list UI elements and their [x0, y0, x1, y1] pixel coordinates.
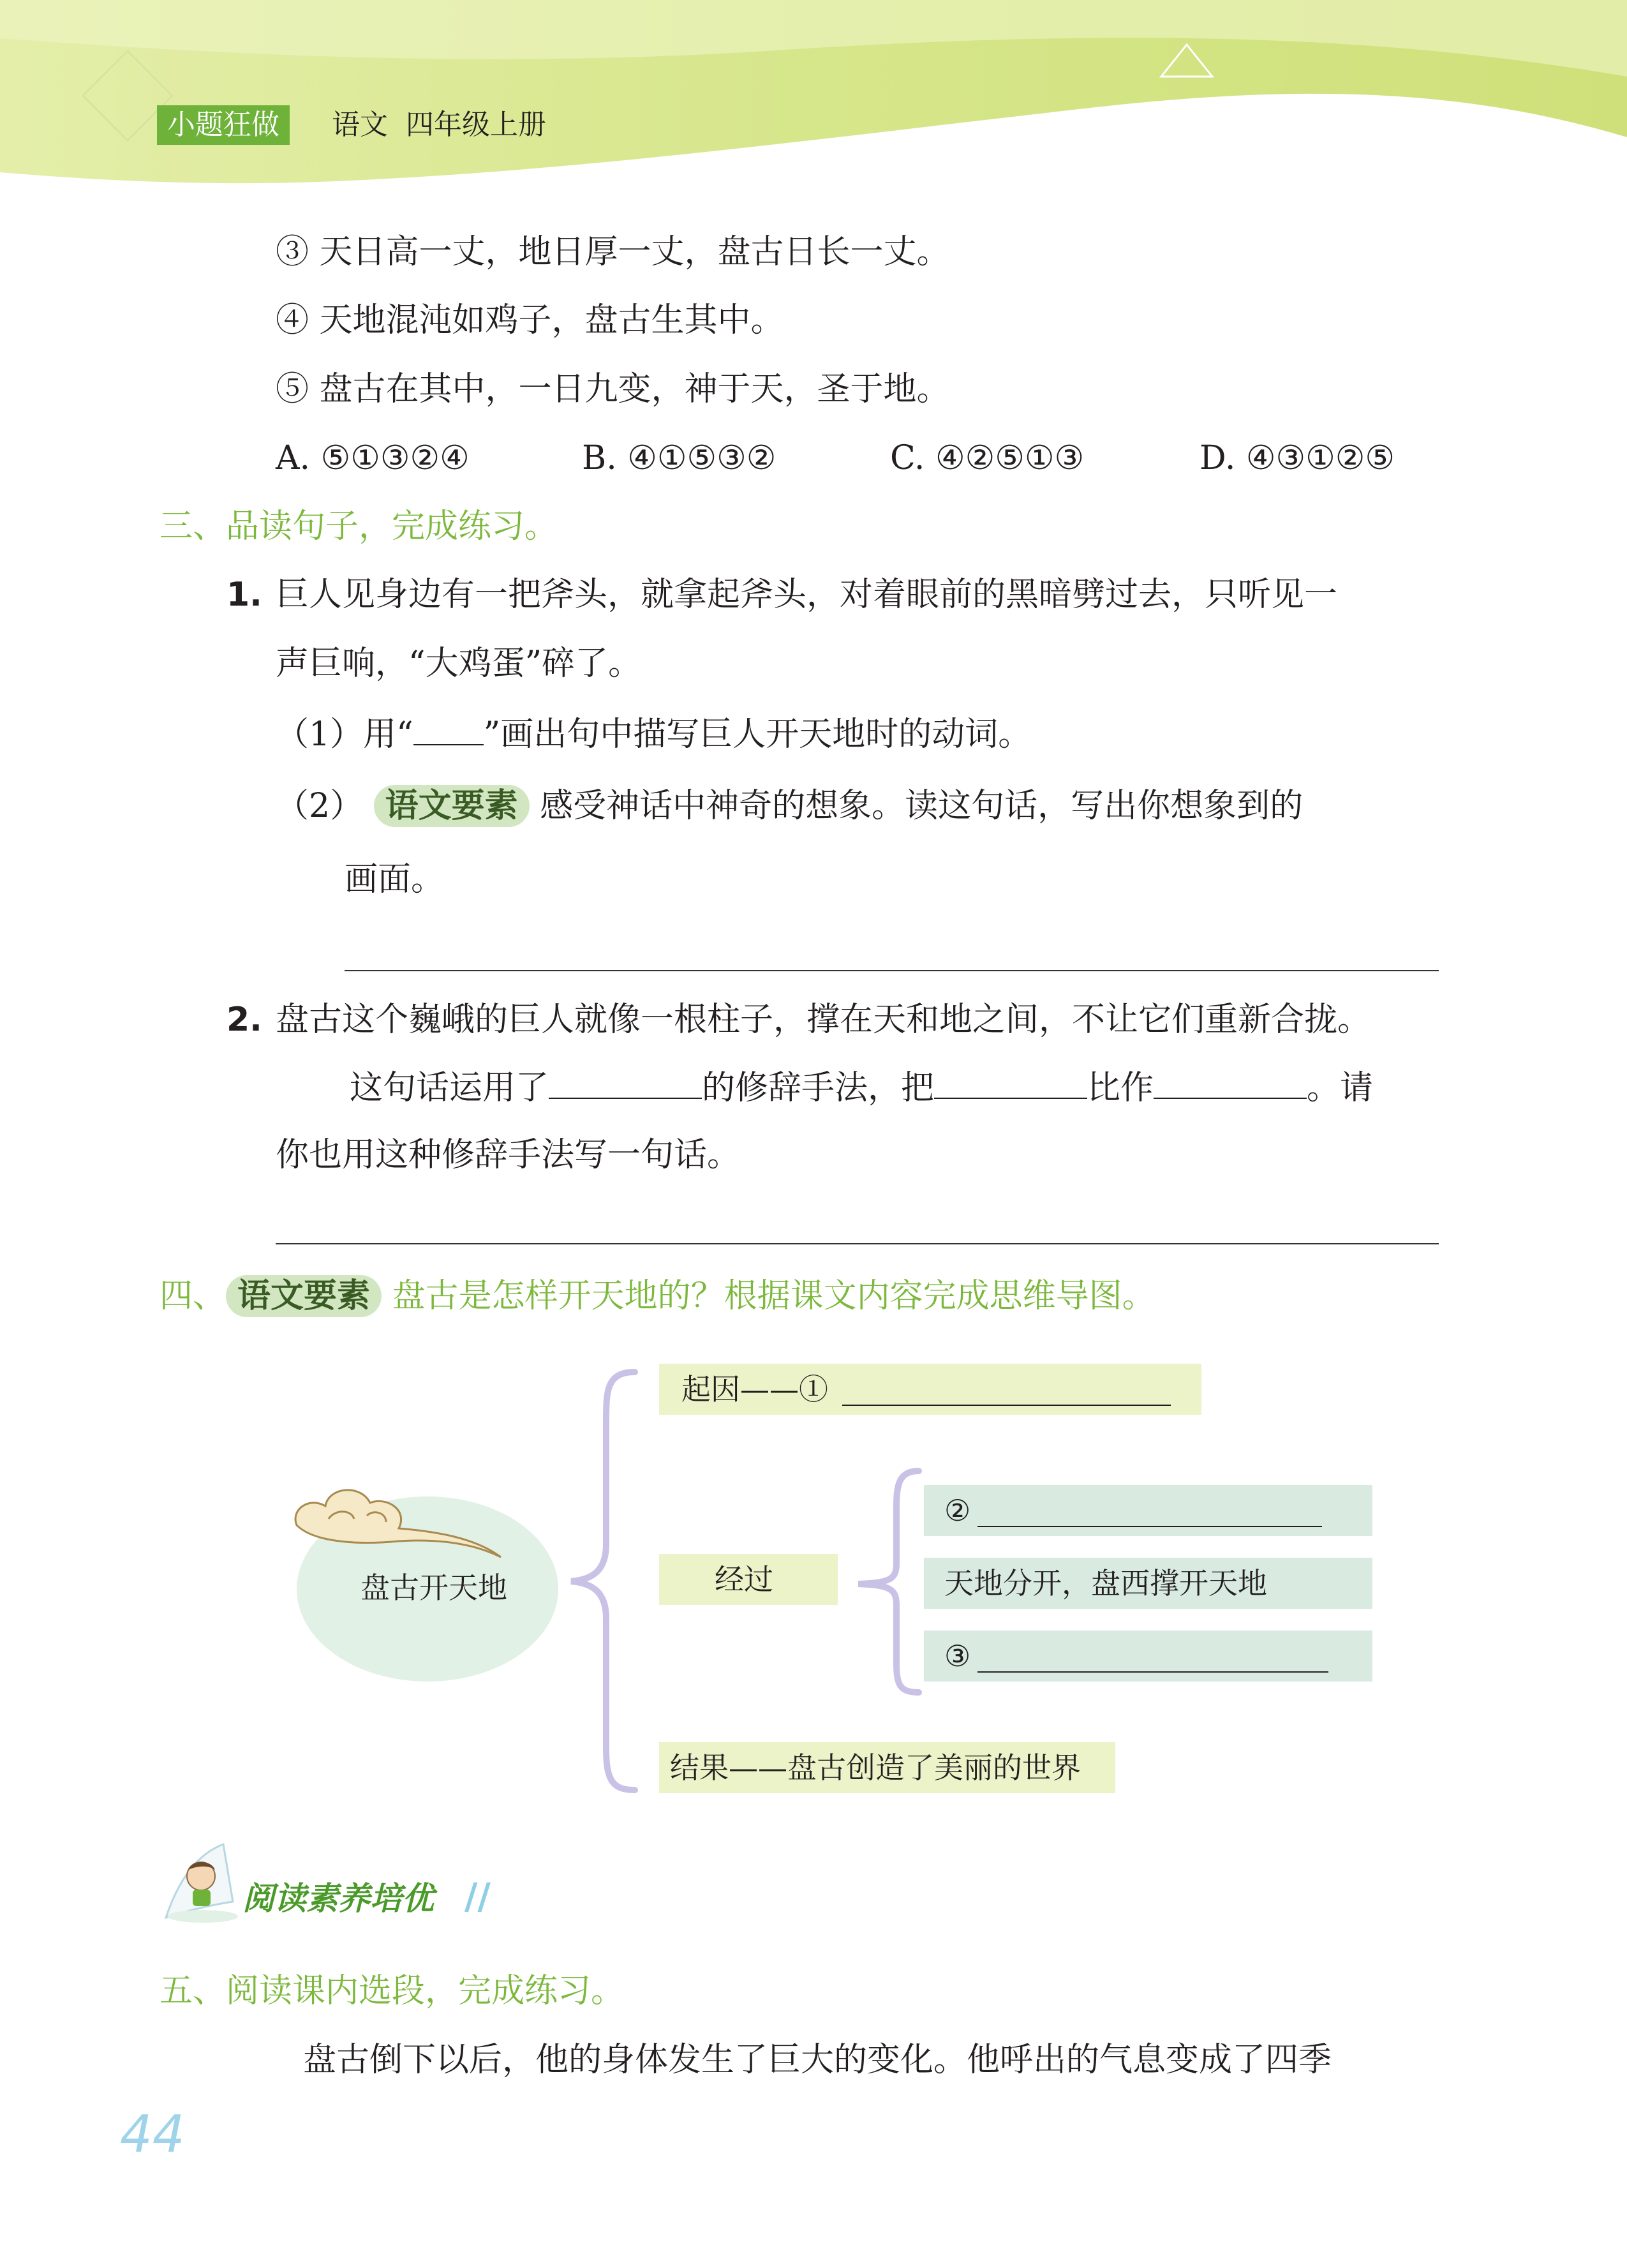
option-a[interactable]: A. ⑤①③②④ [276, 439, 470, 477]
option-c[interactable]: C. ④②⑤①③ [890, 439, 1085, 477]
grade-label: 四年级上册 [405, 108, 546, 141]
q1-number: 1. [227, 576, 262, 614]
subject-label: 语文 [332, 108, 388, 141]
q1-text-2: 声巨响，“大鸡蛋”碎了。 [276, 645, 642, 683]
page-number: 44 [120, 2105, 185, 2164]
sort-item-3: ③ 天日高一丈，地日厚一丈，盘古日长一丈。 [276, 233, 950, 271]
q1-sub2: （2） 语文要素 感受神话中神奇的想象。读这句话，写出你想象到的 [276, 785, 1303, 827]
q1-sub1: （1）用“ ”画出句中描写巨人开天地时的动词。 [276, 713, 1031, 754]
sub-brace [858, 1471, 919, 1692]
q1-text-1: 巨人见身边有一把斧头，就拿起斧头，对着眼前的黑暗劈过去，只听见一 [276, 576, 1338, 614]
section3-title: 三、品读句子，完成练习。 [160, 507, 558, 546]
sort-item-5: ⑤ 盘古在其中，一日九变，神于天，圣于地。 [276, 370, 950, 408]
series-label: 小题狂做 [167, 108, 279, 141]
section4-title: 四、 语文要素 盘古是怎样开天地的？根据课文内容完成思维导图。 [160, 1275, 1155, 1317]
cause-label: 起因——① [681, 1372, 828, 1406]
result-label: 结果——盘古创造了美丽的世界 [670, 1750, 1081, 1785]
section5-passage: 盘古倒下以后，他的身体发生了巨大的变化。他呼出的气息变成了四季 [303, 2041, 1332, 2079]
key-element-tag-2: 语文要素 [226, 1275, 382, 1317]
q2-number: 2. [227, 1001, 262, 1039]
option-d[interactable]: D. ④③①②⑤ [1200, 439, 1395, 477]
process-item3-blank[interactable] [977, 1641, 1328, 1673]
key-element-tag: 语文要素 [374, 785, 530, 827]
q2-text: 盘古这个巍峨的巨人就像一根柱子，撑在天和地之间，不让它们重新合拢。 [276, 1001, 1371, 1039]
process-item3-label: ③ [944, 1639, 971, 1673]
mindmap-center: 盘古开天地 [360, 1570, 507, 1605]
section5-title: 五、阅读课内选段，完成练习。 [160, 1972, 625, 2010]
option-b[interactable]: B. ④①⑤③② [582, 439, 776, 477]
process-label: 经过 [715, 1562, 773, 1597]
q2-fill-line: 这句话运用了 的修辞手法，把 比作 。请 [350, 1067, 1373, 1107]
cause-blank[interactable] [842, 1374, 1171, 1406]
q1-sub2-cont: 画面。 [345, 860, 445, 899]
reading-mascot-icon [153, 1841, 249, 1930]
process-item2-label: ② [944, 1493, 971, 1528]
process-item2-blank[interactable] [977, 1495, 1322, 1527]
main-brace [571, 1372, 635, 1790]
process-middle-label: 天地分开，盘西撑开天地 [944, 1566, 1267, 1600]
banner-slashes-icon: // [464, 1876, 491, 1918]
sort-item-4: ④ 天地混沌如鸡子，盘古生其中。 [276, 301, 784, 339]
q2-line2: 你也用这种修辞手法写一句话。 [276, 1136, 741, 1174]
reading-banner: 阅读素养培优 [242, 1880, 434, 1917]
